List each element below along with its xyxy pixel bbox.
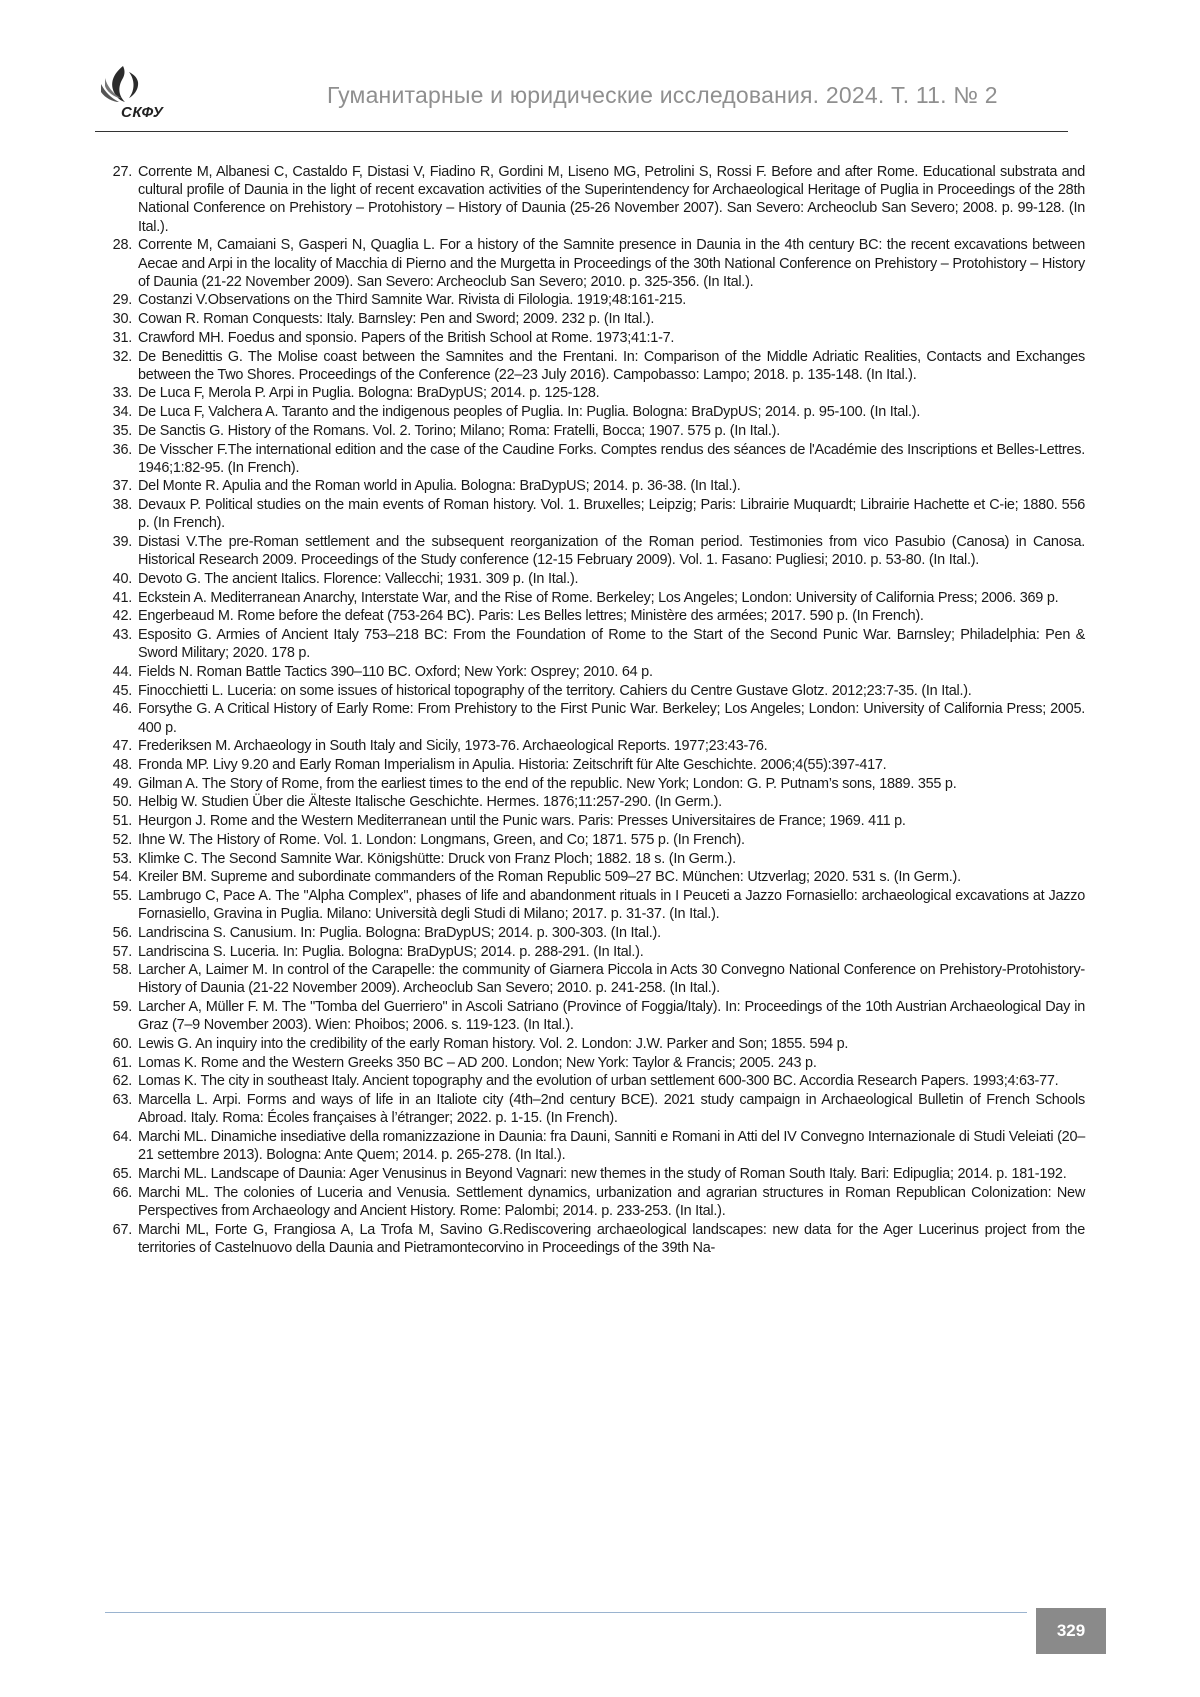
reference-number: 52.: [112, 831, 132, 848]
reference-number: 29.: [112, 292, 132, 309]
reference-text: Marchi ML. Dinamiche insediative della romanizzazione in Daunia: fra Dauni, Sanniti e Romani in Atti del IV Convegno Internazionale di Studi Veleiati (20–21 settembre 2013). Bologna: Ante Quem; 2014. p. 265-278. (In Ital.).: [138, 1129, 1085, 1164]
reference-number: 62.: [112, 1073, 132, 1090]
reference-number: 39.: [112, 534, 132, 551]
logo-text: СКФУ: [121, 104, 164, 121]
reference-text: Finocchietti L. Luceria: on some issues of historical topography of the territory. Cahiers du Centre Gustave Glotz. 2012;23:7-35. (In Ital.).: [138, 682, 972, 699]
reference-item: [95, 1035, 1085, 1053]
journal-title: Гуманитарные и юридические исследования. 2024. Т. 11. № 2: [327, 82, 998, 108]
reference-number: 34.: [112, 404, 132, 421]
reference-number: 42.: [112, 608, 132, 625]
reference-text: Forsythe G. A Critical History of Early Rome: From Prehistory to the First Punic War. Berkeley; Los Angeles; London: University of California Press; 2005. 400 p.: [138, 701, 1085, 736]
reference-number: 31.: [112, 329, 132, 346]
reference-text: Marcella L. Arpi. Forms and ways of life in an Italiote city (4th–2nd century BCE). 2021 study campaign in Archaeological Bulletin of French Schools Abroad. Italy. Roma: Écoles françaises à l’étranger; 2022. p. 1-15. (In French).: [138, 1092, 1085, 1127]
reference-number: 61.: [112, 1054, 132, 1071]
reference-item: [95, 496, 1085, 532]
reference-text: Esposito G. Armies of Ancient Italy 753–218 BC: From the Foundation of Rome to the Start of the Second Punic War. Barnsley; Philadelphia: Pen & Sword Military; 2020. 178 p.: [138, 627, 1085, 662]
reference-text: Landriscina S. Luceria. In: Puglia. Bologna: BraDypUS; 2014. p. 288-291. (In Ital.).: [138, 943, 644, 960]
reference-text: Gilman A. The Story of Rome, from the earliest times to the end of the republic. New York; London: G. P. Putnam’s sons, 1889. 355 p.: [138, 775, 957, 792]
reference-number: 45.: [112, 682, 132, 699]
reference-number: 66.: [112, 1184, 132, 1201]
reference-number: 30.: [112, 311, 132, 328]
reference-item: [95, 348, 1085, 384]
reference-item: [95, 793, 1085, 811]
reference-number: 63.: [112, 1092, 132, 1109]
reference-item: [95, 477, 1085, 495]
reference-text: Fronda MP. Livy 9.20 and Early Roman Imperialism in Apulia. Historia: Zeitschrift für Alte Geschichte. 2006;4(55):397-417.: [138, 757, 887, 773]
reference-number: 56.: [112, 924, 132, 941]
reference-item: [95, 812, 1085, 830]
reference-item: [95, 887, 1085, 923]
page-header: [95, 62, 1045, 130]
reference-number: 59.: [112, 999, 132, 1016]
reference-number: 32.: [112, 348, 132, 365]
reference-text: Fields N. Roman Battle Tactics 390–110 BC. Oxford; New York: Osprey; 2010. 64 p.: [138, 663, 653, 680]
reference-text: Lewis G. An inquiry into the credibility of the early Roman history. Vol. 2. London: J.W. Parker and Son; 1855. 594 p.: [138, 1036, 849, 1053]
reference-item: [95, 570, 1085, 588]
reference-item: [95, 163, 1085, 236]
reference-item: [95, 1221, 1085, 1257]
page-number: 329: [1036, 1608, 1106, 1654]
reference-number: 44.: [112, 663, 132, 680]
reference-item: [95, 626, 1085, 662]
reference-text: Marchi ML, Forte G, Frangiosa A, La Trofa M, Savino G.Rediscovering archaeological landscapes: new data for the Ager Lucerinus project from the territories of Castelnuovo della Daunia and Pietramontecorvino in Proceedings of the 39th Na-: [138, 1221, 1085, 1256]
flame-logo-icon: [95, 64, 155, 109]
reference-item: [95, 310, 1085, 328]
reference-item: [95, 961, 1085, 997]
reference-text: Corrente M, Albanesi C, Castaldo F, Distasi V, Fiadino R, Gordini M, Liseno MG, Petrolini S, Rossi F. Before and after Rome. Educational substrata and cultural profile of Daunia in the light of recent excavation activities of the Superintendency for Archaeological Heritage of Puglia in Proceedings of the 28th National Conference on Prehistory – Protohistory – History of Daunia (25-26 November 2007). San Severo: Archeoclub San Severo; 2008. p. 99-128. (In Ital.).: [138, 164, 1085, 235]
reference-text: Crawford MH. Foedus and sponsio. Papers of the British School at Rome. 1973;41:1-7.: [138, 329, 675, 346]
reference-number: 37.: [112, 478, 132, 495]
reference-number: 60.: [112, 1036, 132, 1053]
reference-text: Engerbeaud M. Rome before the defeat (753-264 BC). Paris: Les Belles lettres; Ministère des armées; 2017. 590 p. (In French).: [138, 608, 924, 625]
reference-item: [95, 403, 1085, 421]
reference-item: [95, 1072, 1085, 1090]
reference-number: 64.: [112, 1129, 132, 1146]
reference-text: Del Monte R. Apulia and the Roman world in Apulia. Bologna: BraDypUS; 2014. p. 36-38. (In Ital.).: [138, 478, 741, 495]
reference-number: 40.: [112, 570, 132, 587]
reference-item: [95, 756, 1085, 774]
reference-number: 57.: [112, 943, 132, 960]
reference-number: 28.: [112, 237, 132, 254]
reference-text: Lambrugo C, Pace A. The "Alpha Complex", phases of life and abandonment rituals in I Peuceti a Jazzo Fornasiello: archaeological excavations at Jazzo Fornasiello, Gravina in Puglia. Milano: Università degli Studi di Milano; 2017. p. 31-37. (In Ital.).: [138, 887, 1085, 923]
reference-list: [95, 163, 1085, 1257]
university-logo: [95, 64, 185, 124]
reference-item: [95, 775, 1085, 793]
reference-item: [95, 384, 1085, 402]
reference-item: [95, 533, 1085, 569]
reference-text: Helbig W. Studien Über die Älteste Italische Geschichte. Hermes. 1876;11:257-290. (In Germ.).: [138, 794, 722, 811]
reference-text: Heurgon J. Rome and the Western Mediterranean until the Punic wars. Paris: Presses Universitaires de France; 1969. 411 p.: [138, 813, 906, 830]
reference-number: 43.: [112, 627, 132, 644]
reference-item: [95, 589, 1085, 607]
reference-item: [95, 607, 1085, 625]
reference-item: [95, 663, 1085, 681]
reference-text: Corrente M, Camaiani S, Gasperi N, Quaglia L. For a history of the Samnite presence in Daunia in the 4th century BC: the recent excavations between Aecae and Arpi in the locality of Macchia di Pierno and the Murgetta in Proceedings of the 30th National Conference on Prehistory – Protohistory – History of Daunia (21-22 November 2009). San Severo: Archeoclub San Severo; 2010. p. 325-356. (In Ital.).: [138, 237, 1085, 290]
reference-number: 67.: [112, 1221, 132, 1238]
reference-number: 65.: [112, 1165, 132, 1182]
reference-number: 35.: [112, 422, 132, 439]
reference-number: 58.: [112, 962, 132, 979]
reference-text: Eckstein A. Mediterranean Anarchy, Interstate War, and the Rise of Rome. Berkeley; Los Angeles; London: University of California Press; 2006. 369 p.: [138, 589, 1059, 606]
reference-text: Ihne W. The History of Rome. Vol. 1. London: Longmans, Green, and Co; 1871. 575 p. (In French).: [138, 831, 745, 848]
reference-item: [95, 831, 1085, 849]
reference-item: [95, 850, 1085, 868]
reference-item: [95, 441, 1085, 477]
reference-text: Costanzi V.Observations on the Third Samnite War. Rivista di Filologia. 1919;48:161-215.: [138, 292, 687, 309]
reference-text: Larcher A, Laimer M. In control of the Carapelle: the community of Giarnera Piccola in Acts 30 Convegno National Conference on Prehistory-Protohistory-History of Daunia (21-22 November 2009). Archeoclub San Severo; 2010. p. 241-258. (In Ital.).: [138, 962, 1085, 997]
reference-text: Larcher A, Müller F. M. The "Tomba del Guerriero" in Ascoli Satriano (Province of Foggia/Italy). In: Proceedings of the 10th Austrian Archaeological Day in Graz (7–9 November 2003). Wien: Phoibos; 2006. s. 119-123. (In Ital.).: [138, 999, 1085, 1034]
reference-item: [95, 924, 1085, 942]
reference-number: 47.: [112, 738, 132, 755]
reference-number: 36.: [112, 441, 132, 458]
reference-text: De Luca F, Merola P. Arpi in Puglia. Bologna: BraDypUS; 2014. p. 125-128.: [138, 385, 600, 402]
reference-number: 48.: [112, 757, 132, 773]
footer-divider: [105, 1612, 1027, 1613]
reference-item: [95, 700, 1085, 736]
reference-text: De Sanctis G. History of the Romans. Vol. 2. Torino; Milano; Roma: Fratelli, Bocca; 1907. 575 p. (In Ital.).: [138, 422, 780, 439]
reference-number: 27.: [112, 164, 132, 180]
reference-number: 54.: [112, 869, 132, 886]
reference-item: [95, 1054, 1085, 1072]
reference-number: 49.: [112, 775, 132, 792]
reference-text: Cowan R. Roman Conquests: Italy. Barnsley: Pen and Sword; 2009. 232 p. (In Ital.).: [138, 311, 655, 328]
reference-text: Distasi V.The pre-Roman settlement and the subsequent reorganization of the Roman period. Testimonies from vico Pasubio (Canosa) in Canosa. Historical Research 2009. Proceedings of the Study conference (12-15 February 2009). Vol. 1. Fasano: Pugliesi; 2010. p. 53-80. (In Ital.).: [138, 534, 1085, 569]
reference-item: [95, 998, 1085, 1034]
reference-text: Lomas K. Rome and the Western Greeks 350 BC – AD 200. London; New York: Taylor & Francis; 2005. 243 p.: [138, 1054, 817, 1071]
reference-item: [95, 329, 1085, 347]
reference-number: 41.: [112, 589, 132, 606]
header-divider: [95, 131, 1068, 132]
reference-text: Frederiksen M. Archaeology in South Italy and Sicily, 1973-76. Archaeological Reports. 1977;23:43-76.: [138, 738, 768, 755]
reference-item: [95, 1165, 1085, 1183]
reference-number: 50.: [112, 794, 132, 811]
reference-item: [95, 1184, 1085, 1220]
reference-text: De Luca F, Valchera A. Taranto and the indigenous peoples of Puglia. In: Puglia. Bologna: BraDypUS; 2014. p. 95-100. (In Ital.).: [138, 404, 921, 421]
reference-text: De Visscher F.The international edition and the case of the Caudine Forks. Comptes rendus des séances de l'Académie des Inscriptions et Belles-Lettres. 1946;1:82-95. (In French).: [138, 441, 1085, 476]
reference-number: 46.: [112, 701, 132, 718]
reference-number: 51.: [112, 813, 132, 830]
reference-item: [95, 737, 1085, 755]
reference-text: Devoto G. The ancient Italics. Florence: Vallecchi; 1931. 309 p. (In Ital.).: [138, 570, 579, 587]
reference-item: [95, 1128, 1085, 1164]
reference-item: [95, 682, 1085, 700]
reference-number: 53.: [112, 850, 132, 867]
reference-text: Marchi ML. The colonies of Luceria and Venusia. Settlement dynamics, urbanization and agrarian structures in Roman Republican Colonization: New Perspectives from Archaeology and Ancient History. Rome: Palombi; 2014. p. 233-253. (In Ital.).: [138, 1184, 1085, 1219]
reference-item: [95, 291, 1085, 309]
reference-number: 55.: [112, 887, 132, 904]
reference-item: [95, 868, 1085, 886]
reference-number: 38.: [112, 497, 132, 514]
reference-text: De Benedittis G. The Molise coast between the Samnites and the Frentani. In: Comparison of the Middle Adriatic Realities, Contacts and Exchanges between the Two Shores. Proceedings of the Conference (22–23 July 2016). Campobasso: Lampo; 2018. p. 135-148. (In Ital.).: [138, 348, 1085, 383]
reference-text: Landriscina S. Canusium. In: Puglia. Bologna: BraDypUS; 2014. p. 300-303. (In Ital.).: [138, 924, 661, 941]
reference-text: Devaux P. Political studies on the main events of Roman history. Vol. 1. Bruxelles; Leipzig; Paris: Librairie Muquardt; Librairie Hachette et C-ie; 1880. 556 p. (In French).: [138, 497, 1085, 532]
reference-item: [95, 943, 1085, 961]
reference-text: Klimke C. The Second Samnite War. Königshütte: Druck von Franz Ploch; 1882. 18 s. (In Germ.).: [138, 850, 736, 867]
reference-item: [95, 236, 1085, 291]
reference-text: Kreiler BM. Supreme and subordinate commanders of the Roman Republic 509–27 BC. München: Utzverlag; 2020. 531 s. (In Germ.).: [138, 869, 961, 886]
reference-text: Lomas K. The city in southeast Italy. Ancient topography and the evolution of urban settlement 600-300 BC. Accordia Research Papers. 1993;4:63-77.: [138, 1073, 1059, 1090]
reference-number: 33.: [112, 385, 132, 402]
reference-text: Marchi ML. Landscape of Daunia: Ager Venusinus in Beyond Vagnari: new themes in the study of Roman South Italy. Bari: Edipuglia; 2014. p. 181-192.: [138, 1165, 1067, 1182]
reference-item: [95, 422, 1085, 440]
reference-item: [95, 1091, 1085, 1127]
